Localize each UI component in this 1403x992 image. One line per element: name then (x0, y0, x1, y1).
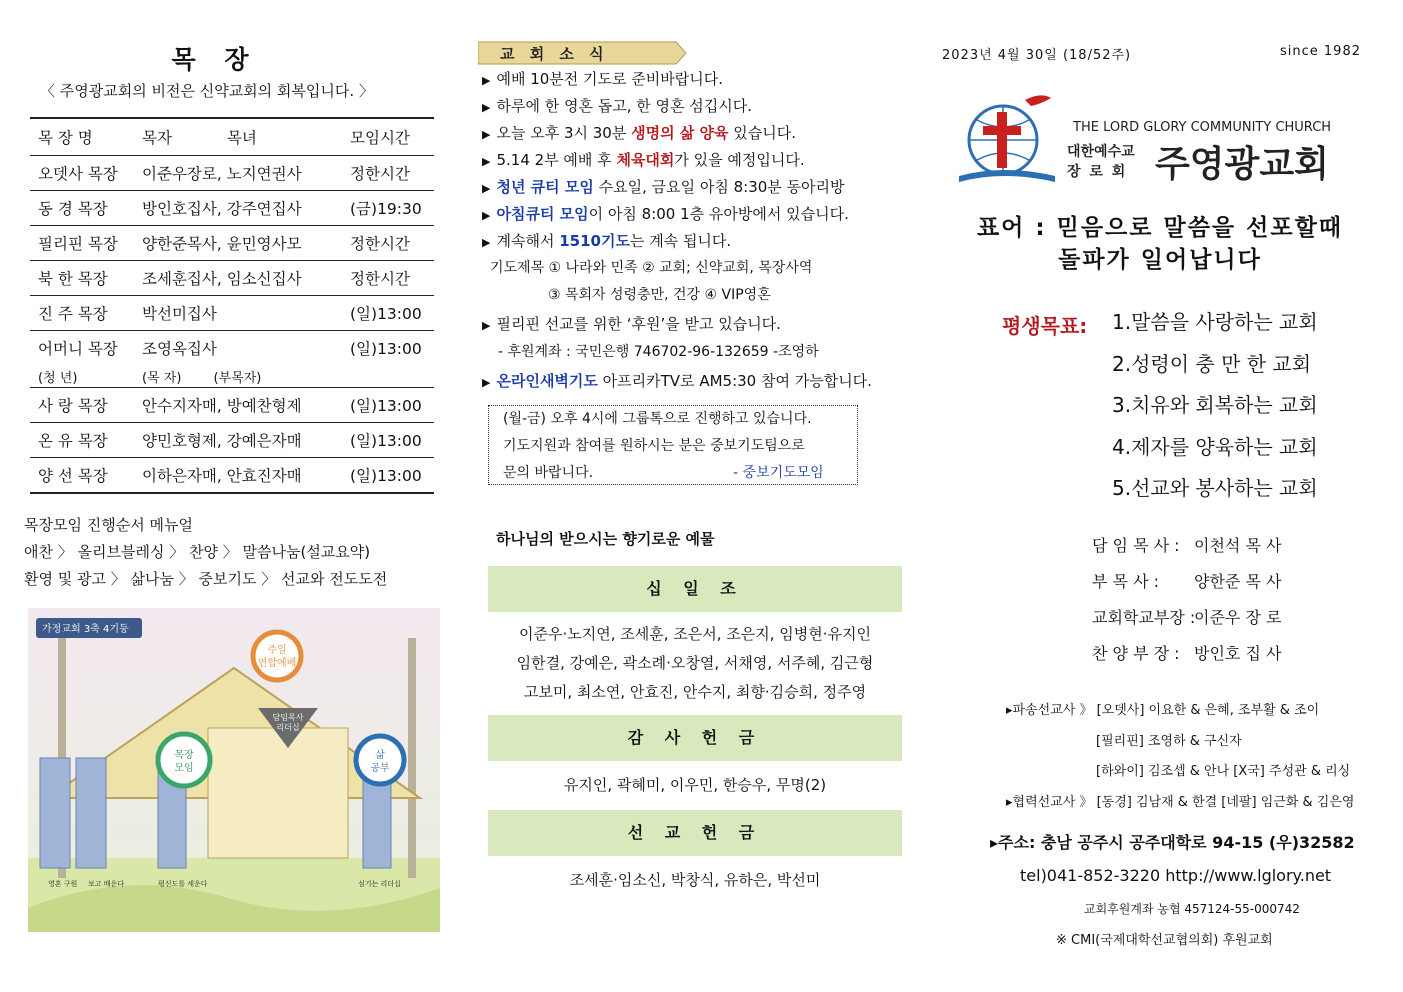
mission-offering-header: 선 교 헌 금 (488, 810, 902, 856)
offering-title: 하나님의 받으시는 향기로운 예물 (496, 530, 715, 548)
triangle-icon: ▶ (482, 101, 491, 114)
news-text: 예배 10분전 기도로 준비바랍니다. (496, 70, 723, 88)
missionary-line: [필리핀] 조영하 & 구신자 (1096, 733, 1242, 749)
triangle-icon: ▶ (482, 182, 491, 195)
table-row (30, 261, 434, 296)
staff-row (1092, 600, 1281, 636)
staff-row (1092, 636, 1281, 672)
bottom-label: 섬기는 리더십 (358, 880, 401, 888)
row-name: 필리핀 목장 (30, 226, 134, 261)
youth-header-name: (청 년) (38, 370, 78, 386)
triangle-icon: ▶ (482, 319, 491, 332)
header-mokja: 목자 (142, 129, 172, 147)
row-time: (일)13:00 (342, 388, 434, 423)
row-leaders: 이하은자매, 안효진자매 (134, 458, 342, 494)
prayer-topics-2: ③ 목회자 성령충만, 건강 ④ VIP영혼 (548, 287, 771, 303)
center-label-line2: 리더십 (276, 723, 300, 732)
row-name: 사 랑 목장 (30, 388, 134, 423)
bottom-label: 보고 배운다 (88, 880, 125, 888)
staff-list (1092, 528, 1281, 672)
logo-church-name: 주영광교회 (1155, 144, 1329, 185)
vision-statement: 〈 주영광교회의 비전은 신약교회의 회복입니다. 〉 (40, 82, 374, 100)
row-leaders: 안수지자매, 방예찬형제 (134, 388, 342, 423)
news-list (482, 66, 902, 396)
circle-top-line2: 연합예배 (257, 658, 297, 669)
row-leaders: 양한준목사, 윤민영사모 (134, 226, 342, 261)
news-text: 필리핀 선교를 위한 ‘후원’을 받고 있습니다. (496, 315, 781, 333)
bank-account: 교회후원계좌 농협 457124-55-000742 (1084, 902, 1300, 916)
mission-offering-body: 조세훈·임소신, 박창식, 유하은, 박선미 (569, 871, 821, 889)
row-time: 정한시간 (342, 226, 434, 261)
triangle-icon: ▶ (482, 209, 491, 222)
thanks-body: 유지인, 곽혜미, 이우민, 한승우, 무명(2) (563, 776, 827, 794)
thanks-header: 감 사 헌 금 (488, 715, 902, 761)
youth-header-mokja: (목 자) (142, 370, 182, 386)
tithe-line: 고보미, 최소연, 안효진, 안수지, 최향·김승희, 정주영 (523, 683, 867, 701)
news-tab (478, 40, 688, 66)
circle-right-line1: 삶 (375, 750, 385, 761)
triangle-icon: ▶ (482, 128, 491, 141)
goal-item: 3.치유와 회복하는 교회 (1112, 393, 1318, 417)
staff-role: 부 목 사 : (1092, 572, 1160, 591)
news-item (482, 93, 902, 120)
triangle-icon: ▶ (482, 376, 491, 389)
staff-name: 양한준 목 사 (1194, 572, 1282, 591)
row-name: 양 선 목장 (30, 458, 134, 494)
table-row (30, 226, 434, 261)
youth-header-row (30, 365, 434, 388)
header-mongnyeo: 목녀 (226, 129, 257, 147)
row-leaders: 박선미집사 (134, 296, 342, 331)
news-tab-label: 교 회 소 식 (500, 45, 609, 63)
news-text: 하루에 한 영혼 돕고, 한 영혼 섬깁시다. (496, 97, 752, 115)
staff-row (1092, 528, 1281, 564)
menu-title: 목장모임 진행순서 메뉴얼 (24, 516, 193, 534)
circle-top-line1: 주일 (267, 645, 287, 656)
row-time: (일)13:00 (350, 340, 422, 358)
logo-denomination-2: 장 로 회 (1067, 164, 1128, 180)
prayer-topics-1: 기도제목 ① 나라와 민족 ② 교회; 신약교회, 목장사역 (490, 260, 813, 276)
triangle-icon: ▶ (482, 155, 491, 168)
row-name: 어머니 목장 (38, 340, 118, 358)
row-time: (일)13:00 (342, 296, 434, 331)
news-text: 5.14 2부 예배 후 (496, 151, 617, 169)
youth-header-bumokja: (부목자) (213, 370, 262, 386)
row-name: 오뎃사 목장 (30, 156, 134, 191)
center-label-line1: 담임목사 (272, 713, 304, 722)
logo-denomination-1: 대한예수교 (1067, 144, 1135, 160)
news-item (482, 147, 902, 174)
table-header-row (30, 118, 434, 156)
staff-name: 이천석 목 사 (1194, 536, 1282, 555)
mokjang-title: 목 장 (171, 45, 259, 74)
goal-item: 4.제자를 양육하는 교회 (1112, 434, 1318, 459)
box-line: 기도지원과 참여를 원하시는 분은 중보기도팀으로 (503, 438, 805, 454)
goal-item: 2.성령이 충 만 한 교회 (1112, 351, 1312, 376)
triangle-icon: ▶ (482, 236, 491, 249)
row-name: 진 주 목장 (30, 296, 134, 331)
news-item (482, 228, 902, 255)
cmi-note: ※ CMI(국제대학선교협의회) 후원교회 (1056, 933, 1273, 948)
tithe-header: 십 일 조 (488, 566, 902, 612)
illus-tag: 가정교회 3축 4기둥 (42, 624, 129, 635)
staff-name: 이준우 장 로 (1194, 608, 1282, 627)
news-item (482, 201, 902, 228)
missionary-line: [하와이] 김조셉 & 안나 [X국] 주성관 & 리싱 (1096, 764, 1351, 779)
missionary-line: ▸파송선교사 》 [오뎃사] 이요한 & 은혜, 조부활 & 조이 (1006, 703, 1320, 718)
goal-item: 1.말씀을 사랑하는 교회 (1112, 310, 1318, 334)
lifetime-goals (1112, 302, 1318, 510)
bottom-label: 평신도를 세운다 (158, 880, 208, 888)
offering-table (488, 566, 902, 905)
staff-name: 방인호 집 사 (1194, 644, 1282, 663)
row-time: (일)13:00 (342, 458, 434, 494)
table-row (30, 296, 434, 331)
mokjang-table (30, 117, 434, 494)
bulletin-date: 2023년 4월 30일 (18/52주) (942, 48, 1132, 63)
box-line: (월-금) 오후 4시에 그룹톡으로 진행하고 있습니다. (503, 411, 812, 427)
news-text: 오늘 오후 3시 30분 (496, 124, 632, 142)
goal-item: 5.선교와 봉사하는 교회 (1112, 476, 1318, 500)
row-name: 북 한 목장 (30, 261, 134, 296)
news-highlight: 생명의 삶 양육 (631, 124, 729, 142)
header-leaders (134, 118, 342, 156)
table-row (30, 423, 434, 458)
tithe-line: 임한결, 강예은, 곽소례·오창열, 서채영, 서주혜, 김근형 (516, 654, 874, 672)
menu-line-1: 애찬 〉 올리브블레싱 〉 찬양 〉 말씀나눔(설교요약) (24, 543, 371, 561)
youth-header-empty (342, 365, 434, 388)
staff-role: 찬 양 부 장 : (1092, 644, 1180, 663)
tithe-body (488, 612, 902, 715)
footer-notes (1056, 894, 1300, 956)
address: ▸주소: 충남 공주시 공주대학로 94-15 (우)32582 (990, 833, 1355, 852)
row-leaders: 조세훈집사, 임소신집사 (134, 261, 342, 296)
header-name: 목 장 명 (30, 118, 134, 156)
row-time: 정한시간 (342, 156, 434, 191)
dove-icon (1025, 95, 1051, 106)
news-highlight: 체육대회 (616, 151, 675, 169)
since-year: since 1982 (1280, 44, 1361, 59)
church-logo (955, 90, 1365, 190)
row-leaders: 이준우장로, 노지연권사 (134, 156, 342, 191)
news-text: 계속해서 (496, 232, 560, 250)
meeting-menu (24, 512, 444, 593)
news-highlight: 온라인새벽기도 (496, 372, 598, 390)
row-leaders: 양민호형제, 강예은자매 (134, 423, 342, 458)
news-highlight: 청년 큐티 모임 (496, 178, 594, 196)
lifetime-goals-label: 평생목표: (1002, 314, 1088, 338)
table-row (30, 156, 434, 191)
news-item (482, 309, 902, 339)
header-time: 모임시간 (342, 118, 434, 156)
news-text: 이 아침 8:00 1층 유아방에서 있습니다. (588, 205, 849, 223)
news-text: 수요일, 금요일 아침 8:30분 동아리방 (593, 178, 845, 196)
tel-url[interactable]: tel)041-852-3220 http://www.lglory.net (1020, 866, 1332, 885)
news-item (482, 174, 902, 201)
news-item (482, 66, 902, 93)
circle-right-line2: 공부 (370, 763, 390, 774)
bottom-label: 영혼 구원 (48, 880, 78, 888)
row-time: (일)13:00 (342, 423, 434, 458)
row-time: (금)19:30 (342, 191, 434, 226)
news-highlight: 아침큐티 모임 (496, 205, 589, 223)
account-line: - 후원계좌 : 국민은행 746702-96-132659 -조영하 (498, 344, 819, 360)
staff-row (1092, 564, 1281, 600)
circle-left-line1: 목장 (174, 750, 194, 761)
menu-line-2: 환영 및 광고 〉 삶나눔 〉 중보기도 〉 선교와 전도도전 (24, 570, 388, 588)
triangle-icon: ▶ (482, 74, 491, 87)
box-text: 문의 바랍니다. (503, 465, 594, 481)
staff-role: 담 임 목 사 : (1092, 536, 1180, 555)
motto-line-1: 표어 : 믿음으로 말씀을 선포할때 (976, 215, 1344, 241)
news-highlight: 1510기도 (559, 232, 630, 250)
motto (940, 212, 1380, 276)
news-item (482, 366, 902, 396)
tithe-line: 이준우·노지연, 조세훈, 조은서, 조은지, 임병현·유지인 (519, 625, 871, 643)
youth-header-leaders (134, 365, 342, 388)
logo-english: THE LORD GLORY COMMUNITY CHURCH (1073, 120, 1332, 135)
box-line (503, 460, 857, 487)
missionaries (1006, 696, 1354, 818)
table-row (30, 331, 434, 366)
row-time: 정한시간 (342, 261, 434, 296)
contact-info (990, 826, 1355, 892)
news-text: 아프리카TV로 AM5:30 참여 가능합니다. (597, 372, 872, 390)
row-leaders: 방인호집사, 강주연집사 (134, 191, 342, 226)
box-signature: - 중보기도모임 (733, 465, 824, 481)
row-name: 동 경 목장 (30, 191, 134, 226)
intercession-box (488, 405, 858, 485)
motto-line-2: 돌파가 일어납니다 (1058, 247, 1262, 273)
news-text: 있습니다. (728, 124, 797, 142)
row-leaders: 조영옥집사 (142, 340, 217, 358)
house-church-illustration (28, 608, 440, 932)
missionary-line: ▸협력선교사 》 [동경] 김남재 & 한결 [네팔] 임근화 & 김은영 (1006, 794, 1355, 810)
news-text: 가 있을 예정입니다. (674, 151, 805, 169)
news-item (482, 120, 902, 147)
row-name: 온 유 목장 (30, 423, 134, 458)
table-row (30, 191, 434, 226)
news-text: 는 계속 됩니다. (629, 232, 732, 250)
table-row (30, 388, 434, 423)
circle-left-line2: 모임 (174, 763, 194, 774)
staff-role: 교회학교부장 : (1092, 608, 1196, 627)
table-row (30, 458, 434, 494)
